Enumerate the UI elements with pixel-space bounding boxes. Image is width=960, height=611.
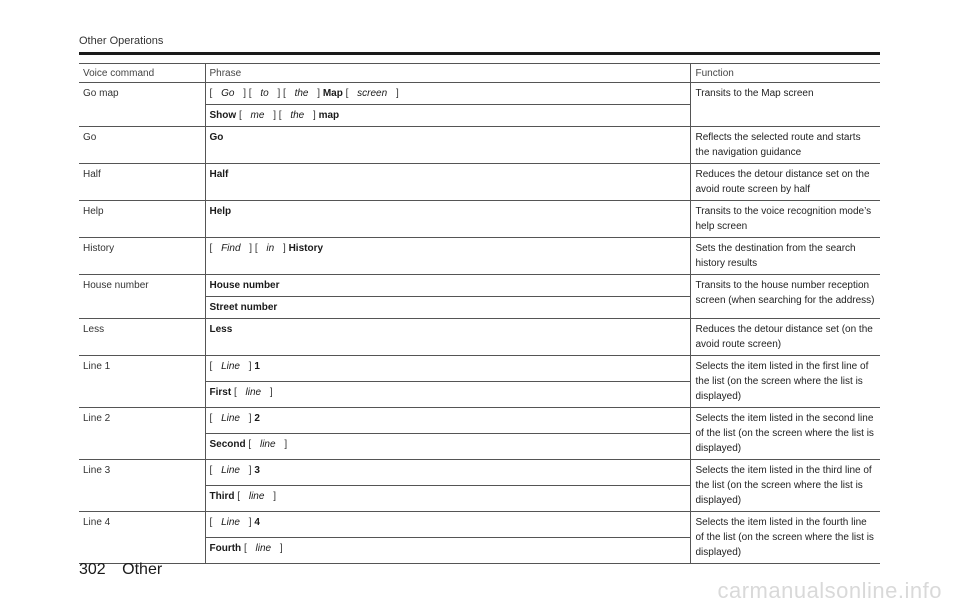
page-number: 302 [79, 561, 106, 578]
function-cell: Selects the item listed in the fourth line of the list (on the screen where the list is displayed) [690, 512, 880, 564]
phrase-cell [205, 486, 690, 512]
phrase-optional-word: in [266, 243, 275, 254]
phrase-optional-word: screen [357, 88, 388, 99]
phrase-cell [205, 319, 690, 356]
voice-command-table [79, 63, 880, 564]
phrase-bracket: [ [248, 88, 252, 99]
phrase-bracket: ] [243, 88, 246, 99]
phrase-cell [205, 105, 690, 127]
phrase-optional-word: Line [221, 413, 240, 424]
phrase-keyword: Show [209, 110, 237, 121]
table-row [79, 275, 880, 297]
phrase-bracket: [ [209, 243, 213, 254]
function-cell: Transits to the voice recognition mode’s help screen [690, 201, 880, 238]
function-cell: Reduces the detour distance set (on the avoid route screen) [690, 319, 880, 356]
phrase-cell [205, 434, 690, 460]
phrase-cell [205, 127, 690, 164]
phrase-optional-word: Find [221, 243, 241, 254]
phrase-optional-word: the [294, 88, 309, 99]
page-footer [79, 561, 162, 579]
table-row [79, 460, 880, 486]
function-cell: Reflects the selected route and starts the navigation guidance [690, 127, 880, 164]
voice-command-cell: History [79, 238, 205, 275]
voice-command-cell: Line 4 [79, 512, 205, 564]
phrase-bracket: [ [209, 465, 213, 476]
table-row [79, 238, 880, 275]
phrase-cell [205, 201, 690, 238]
phrase-bracket: ] [248, 517, 252, 528]
phrase-cell [205, 382, 690, 408]
phrase-keyword: 3 [254, 465, 260, 476]
table-row [79, 83, 880, 105]
phrase-cell [205, 297, 690, 319]
phrase-bracket: ] [395, 88, 399, 99]
section-header: Other Operations [79, 35, 164, 47]
phrase-bracket: [ [254, 243, 258, 254]
phrase-bracket: ] [269, 387, 273, 398]
voice-command-cell: Go map [79, 83, 205, 127]
phrase-bracket: [ [209, 413, 213, 424]
voice-command-cell: Less [79, 319, 205, 356]
phrase-cell [205, 356, 690, 382]
function-cell: Reduces the detour distance set on the avoid route screen by half [690, 164, 880, 201]
phrase-optional-word: Line [221, 517, 240, 528]
phrase-optional-word: me [250, 110, 265, 121]
phrase-cell [205, 83, 690, 105]
phrase-cell [205, 538, 690, 564]
phrase-keyword: 4 [254, 517, 260, 528]
header-phrase: Phrase [205, 64, 690, 83]
header-function: Function [690, 64, 880, 83]
voice-command-cell: Half [79, 164, 205, 201]
phrase-bracket: [ [209, 517, 213, 528]
table-row [79, 201, 880, 238]
header-rule [79, 52, 880, 55]
voice-command-cell: Help [79, 201, 205, 238]
phrase-bracket: [ [209, 88, 213, 99]
phrase-optional-word: the [290, 110, 305, 121]
phrase-optional-word: line [248, 491, 265, 502]
phrase-bracket: ] [249, 243, 253, 254]
phrase-optional-word: to [260, 88, 269, 99]
phrase-optional-word: Go [221, 88, 235, 99]
table-row [79, 356, 880, 382]
phrase-optional-word: Line [221, 361, 240, 372]
function-cell: Sets the destination from the search history results [690, 238, 880, 275]
table-row [79, 512, 880, 538]
function-cell: Selects the item listed in the first line of the list (on the screen where the list is displayed) [690, 356, 880, 408]
table-row [79, 127, 880, 164]
phrase-bracket: [ [233, 387, 237, 398]
phrase-keyword: Help [209, 206, 232, 217]
phrase-bracket: ] [317, 88, 321, 99]
phrase-bracket: [ [248, 439, 252, 450]
table-body [79, 83, 880, 564]
phrase-cell [205, 408, 690, 434]
table-header-row [79, 64, 880, 83]
function-cell: Selects the item listed in the second line of the list (on the screen where the list is displayed) [690, 408, 880, 460]
page-label: Other [122, 561, 163, 578]
voice-command-cell: House number [79, 275, 205, 319]
phrase-bracket: [ [243, 543, 247, 554]
phrase-keyword: Half [209, 169, 229, 180]
phrase-cell [205, 512, 690, 538]
phrase-bracket: ] [248, 413, 252, 424]
function-cell: Selects the item listed in the third line of the list (on the screen where the list is displayed) [690, 460, 880, 512]
phrase-cell [205, 238, 690, 275]
table-row [79, 319, 880, 356]
function-cell: Transits to the house number reception screen (when searching for the address) [690, 275, 880, 319]
phrase-bracket: ] [283, 243, 286, 254]
watermark: carmanualsonline.info [717, 578, 942, 603]
phrase-bracket: ] [248, 465, 252, 476]
phrase-bracket: [ [345, 88, 349, 99]
phrase-bracket: ] [248, 361, 252, 372]
table-row [79, 408, 880, 434]
phrase-bracket: ] [273, 110, 276, 121]
phrase-bracket: ] [313, 110, 316, 121]
phrase-optional-word: line [255, 543, 272, 554]
header-voice-command: Voice command [79, 64, 205, 83]
phrase-keyword: Fourth [209, 543, 242, 554]
phrase-optional-word: line [245, 387, 262, 398]
voice-command-cell: Line 2 [79, 408, 205, 460]
phrase-cell [205, 164, 690, 201]
phrase-keyword: History [288, 243, 324, 254]
phrase-keyword: House number [209, 280, 280, 291]
phrase-cell [205, 460, 690, 486]
phrase-bracket: ] [273, 491, 276, 502]
phrase-keyword: Less [209, 324, 233, 335]
phrase-bracket: ] [277, 88, 281, 99]
phrase-optional-word: line [259, 439, 276, 450]
phrase-cell [205, 275, 690, 297]
voice-command-cell: Line 1 [79, 356, 205, 408]
table-row [79, 164, 880, 201]
phrase-bracket: [ [283, 88, 286, 99]
phrase-keyword: 1 [254, 361, 260, 372]
function-cell: Transits to the Map screen [690, 83, 880, 127]
phrase-keyword: Third [209, 491, 235, 502]
voice-command-cell: Line 3 [79, 460, 205, 512]
phrase-bracket: ] [284, 439, 288, 450]
phrase-keyword: 2 [254, 413, 260, 424]
phrase-bracket: [ [238, 110, 242, 121]
phrase-keyword: Street number [209, 302, 278, 313]
voice-command-cell: Go [79, 127, 205, 164]
phrase-optional-word: Line [221, 465, 240, 476]
phrase-keyword: map [318, 110, 340, 121]
phrase-bracket: [ [278, 110, 282, 121]
phrase-keyword: Go [209, 132, 224, 143]
phrase-bracket: [ [209, 361, 213, 372]
phrase-keyword: Second [209, 439, 246, 450]
phrase-bracket: [ [237, 491, 241, 502]
phrase-keyword: First [209, 387, 232, 398]
phrase-bracket: ] [279, 543, 283, 554]
phrase-keyword: Map [322, 88, 343, 99]
